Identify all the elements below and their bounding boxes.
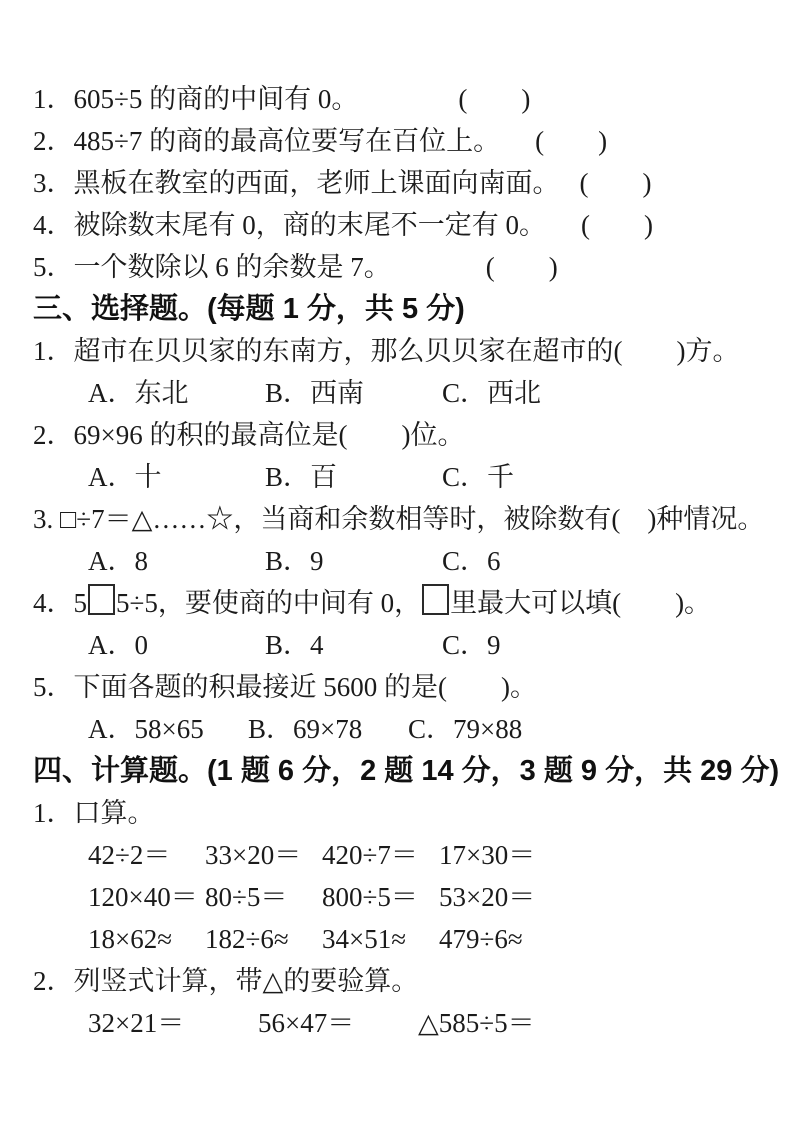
- judge-item: [33, 120, 793, 162]
- judge-item: [33, 246, 793, 288]
- choice-question-1: 1．超市在贝贝家的东南方，那么贝贝家在超市的( )方。: [33, 336, 740, 366]
- judge-item: [33, 204, 793, 246]
- blank-box: [422, 584, 449, 615]
- question-text-part: 4．5: [33, 588, 87, 618]
- section-title-calc: 四、计算题。(1 题 6 分，2 题 14 分，3 题 9 分，共 29 分): [33, 755, 780, 787]
- option-b: B．4: [265, 630, 324, 660]
- oral-calc-cell: 34×51≈: [322, 924, 407, 954]
- oral-calc-cell: 479÷6≈: [439, 924, 523, 954]
- judge-item-text: 3．黑板在教室的西面，老师上课面向南面。: [33, 168, 560, 198]
- oral-calc-cell: 18×62≈: [88, 924, 173, 954]
- option-b: B．百: [265, 462, 338, 492]
- vertical-calc-problem: 32×21＝: [88, 1008, 185, 1038]
- question-text-part: 里最大可以填( )。: [450, 588, 712, 618]
- judge-item: [33, 78, 793, 120]
- oral-calc-cell: 42÷2＝: [88, 840, 171, 870]
- option-b: B．69×78: [248, 714, 363, 744]
- oral-calc-cell: 80÷5＝: [205, 882, 288, 912]
- choice-options-1: [33, 372, 793, 414]
- option-a: A．东北: [88, 378, 189, 408]
- option-a: A．8: [88, 546, 148, 576]
- option-c: C．千: [442, 462, 515, 492]
- oral-calc-cell: 182÷6≈: [205, 924, 289, 954]
- vertical-calc-problem: 56×47＝: [258, 1008, 355, 1038]
- choice-options-2: [33, 456, 793, 498]
- section-title-choice: 三、选择题。(每题 1 分，共 5 分): [33, 293, 465, 325]
- oral-calc-cell: 33×20＝: [205, 840, 302, 870]
- oral-calc-row: [33, 876, 793, 918]
- oral-calc-cell: 17×30＝: [439, 840, 536, 870]
- oral-calc-cell: 800÷5＝: [322, 882, 418, 912]
- option-b: B．9: [265, 546, 324, 576]
- judge-item-text: 5．一个数除以 6 的余数是 7。: [33, 252, 391, 282]
- oral-calc-cell: 53×20＝: [439, 882, 536, 912]
- judge-item: [33, 162, 793, 204]
- choice-question-5: 5．下面各题的积最接近 5600 的是( )。: [33, 672, 537, 702]
- option-c: C．西北: [442, 378, 542, 408]
- option-c: C．6: [442, 546, 501, 576]
- judge-item-text: 1．605÷5 的商的中间有 0。: [33, 84, 359, 114]
- answer-parentheses: ( ): [579, 168, 652, 198]
- choice-options-3: [33, 540, 793, 582]
- option-a: A．十: [88, 462, 162, 492]
- choice-question-2: 2．69×96 的积的最高位是( )位。: [33, 420, 465, 450]
- option-c: C．79×88: [408, 714, 523, 744]
- answer-parentheses: ( ): [581, 210, 653, 240]
- blank-box: [88, 584, 115, 615]
- choice-options-4: [33, 624, 793, 666]
- question-text-part: 5÷5，要使商的中间有 0，: [116, 588, 422, 618]
- choice-question-4: [33, 582, 793, 624]
- oral-calc-cell: 120×40＝: [88, 882, 198, 912]
- answer-parentheses: ( ): [485, 252, 558, 282]
- oral-calc-label: 1．口算。: [33, 798, 155, 828]
- judge-item-text: 4．被除数末尾有 0，商的末尾不一定有 0。: [33, 210, 546, 240]
- option-a: A．0: [88, 630, 148, 660]
- choice-question-3: 3. □÷7＝△……☆，当商和余数相等时，被除数有( )种情况。: [33, 504, 765, 534]
- option-c: C．9: [442, 630, 501, 660]
- oral-calc-row: [33, 834, 793, 876]
- vertical-calc-row: [33, 1002, 793, 1044]
- oral-calc-cell: 420÷7＝: [322, 840, 418, 870]
- choice-options-5: [33, 708, 793, 750]
- option-b: B．西南: [265, 378, 365, 408]
- judge-item-text: 2．485÷7 的商的最高位要写在百位上。: [33, 126, 501, 156]
- answer-parentheses: ( ): [535, 126, 608, 156]
- oral-calc-row: [33, 918, 793, 960]
- answer-parentheses: ( ): [458, 84, 531, 114]
- vertical-calc-label: 2．列竖式计算，带△的要验算。: [33, 966, 419, 996]
- vertical-calc-problem: △585÷5＝: [418, 1008, 535, 1038]
- option-a: A．58×65: [88, 714, 204, 744]
